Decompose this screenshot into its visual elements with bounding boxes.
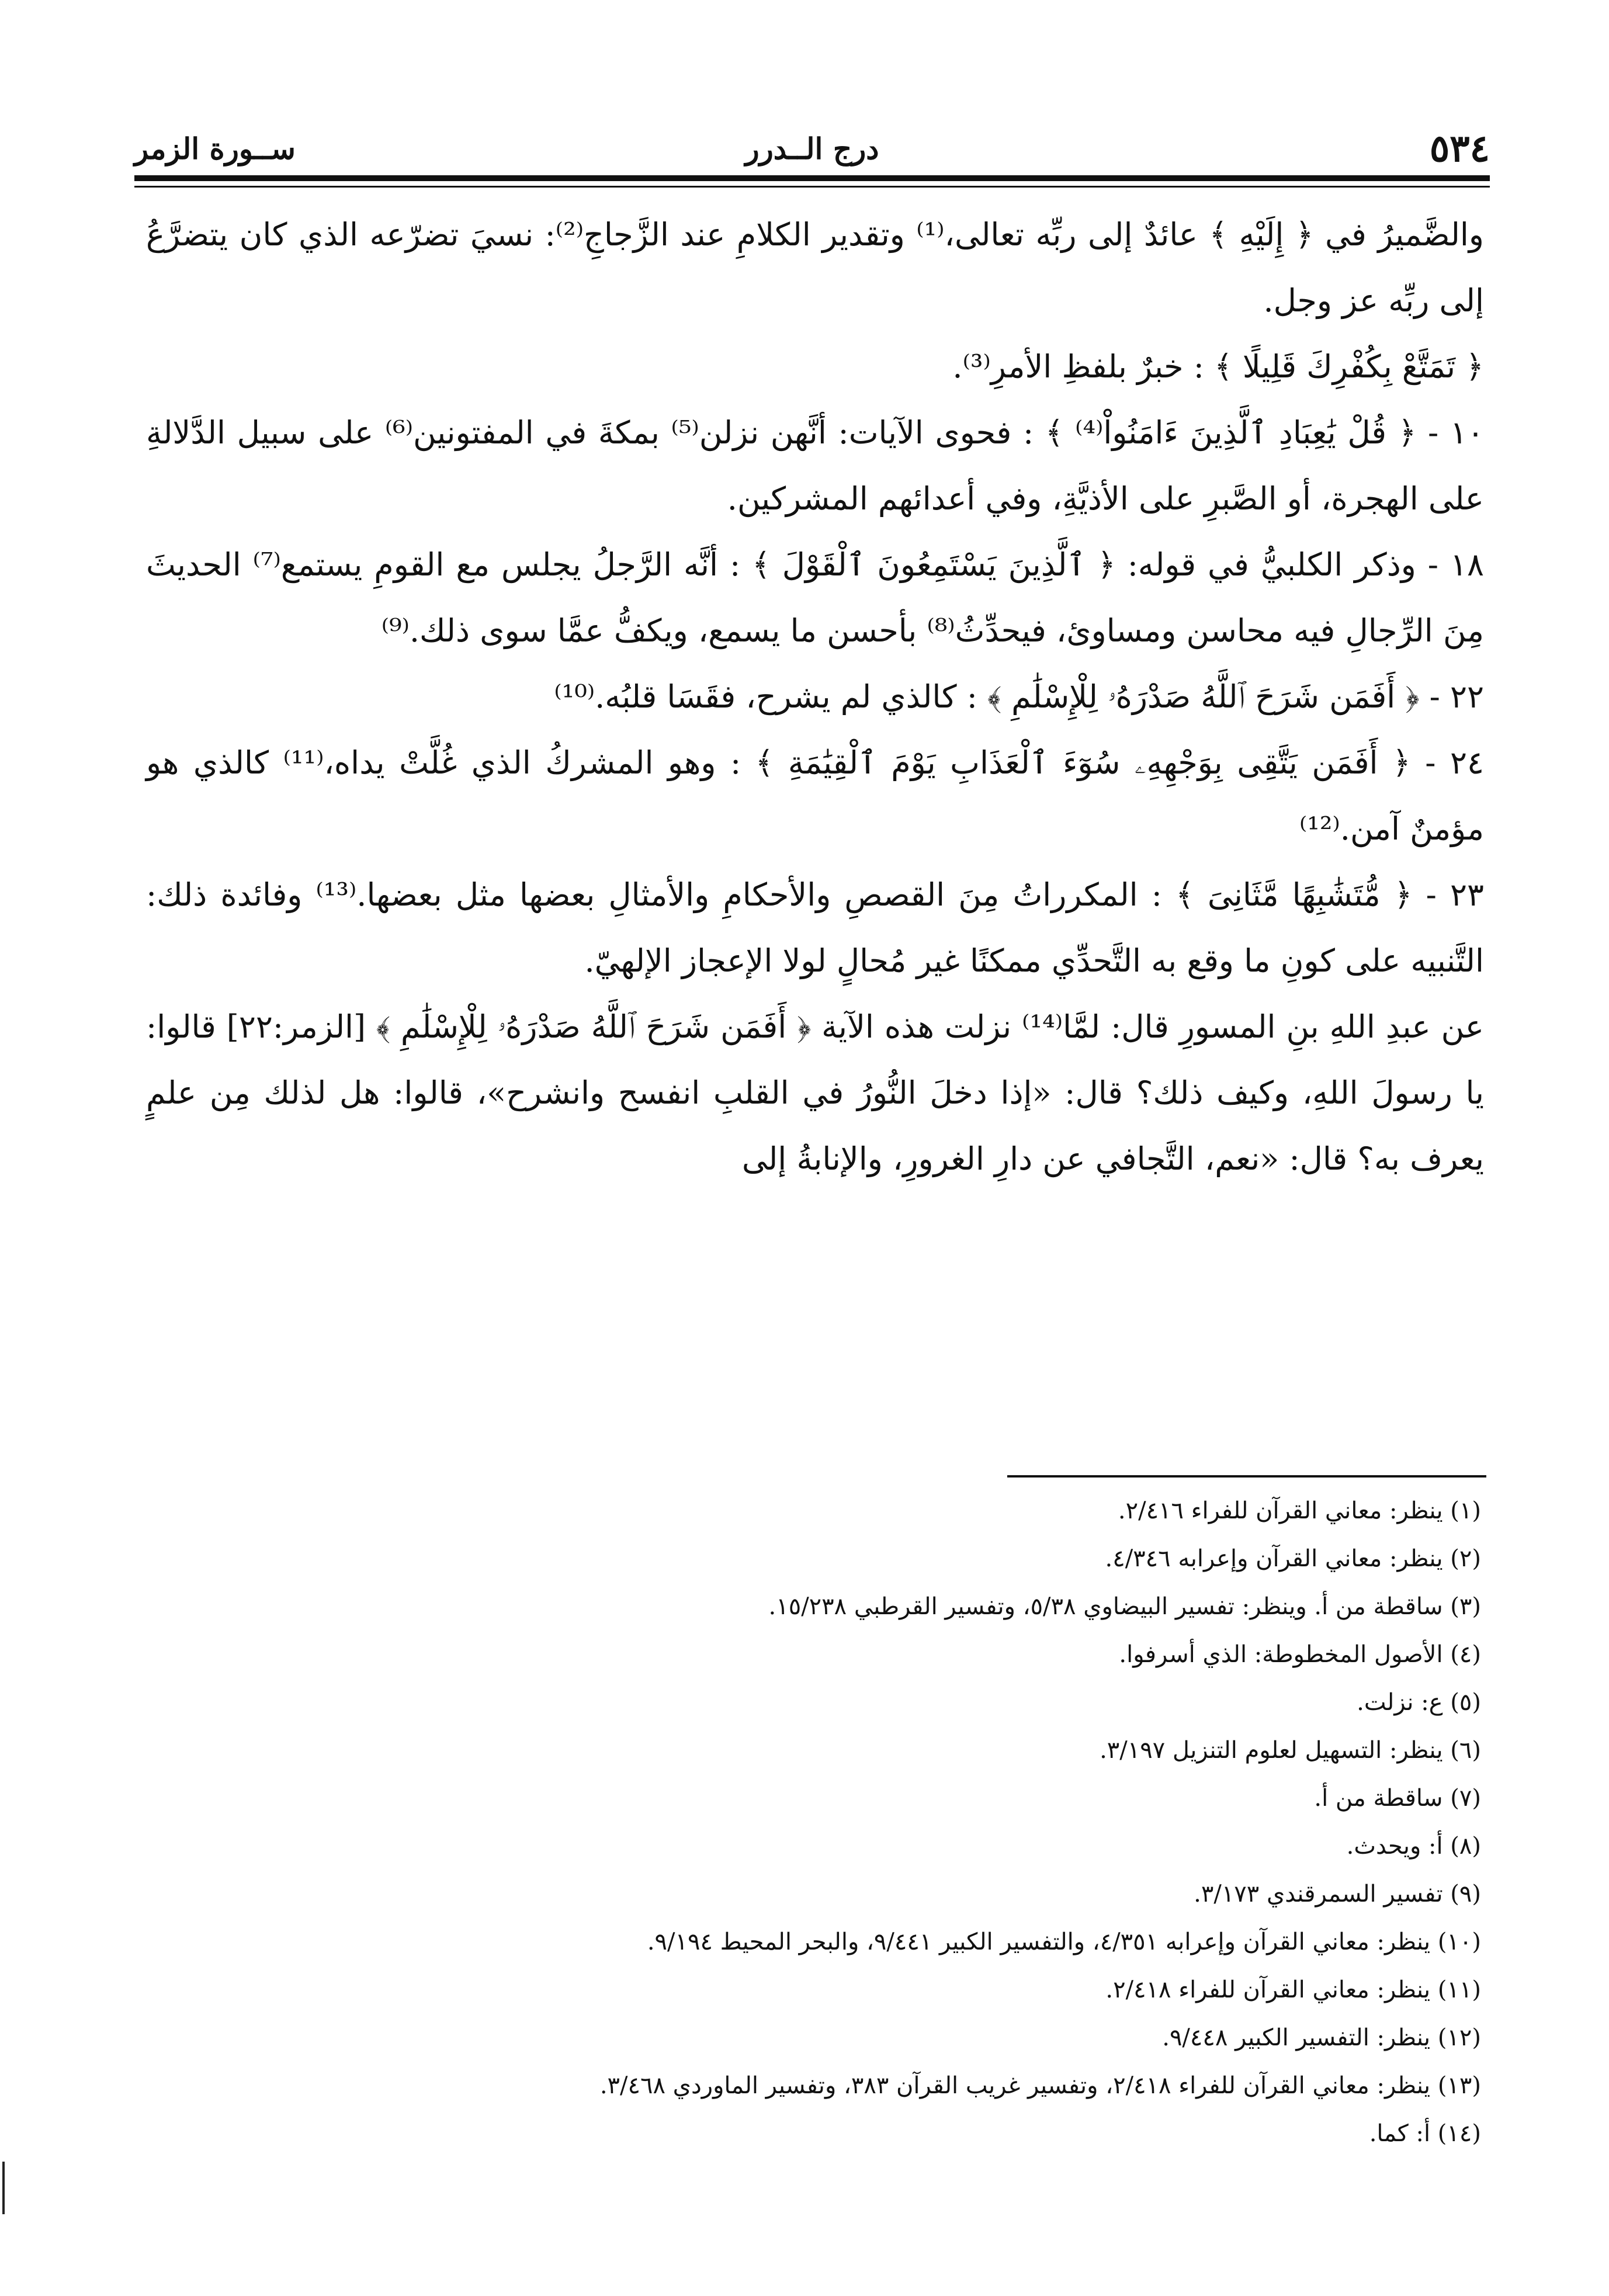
footnote: (١٣) ينظر: معاني القرآن للفراء ٢/٤١٨، وتفسير غريب القرآن ٣٨٣، وتفسير الماوردي ٣/٤٦٨. [599,2072,1481,2099]
page-number: ٥٣٤ [1429,127,1490,171]
paragraph: ١٨ - وذكر الكلبيُّ في قوله: ﴿ ٱلَّذِينَ يَسْتَمِعُونَ ٱلْقَوْلَ ﴾ : أنَّه الرَّجلُ يجلس مع القومِ يستمع⁽⁷⁾ الحديثَ مِنَ الرِّجالِ فيه محاسن ومساوئ، فيحدِّثُ⁽⁸⁾ بأحسن ما يسمع، ويكفُّ عمَّا سوى ذلك.⁽⁹⁾ [146,546,1485,649]
paragraph: ﴿ تَمَتَّعْ بِكُفْرِكَ قَلِيلًا ﴾ : خبرٌ بلفظِ الأمرِ⁽³⁾. [952,348,1484,385]
footnote: (٦) ينظر: التسهيل لعلوم التنزيل ٣/١٩٧. [1100,1737,1481,1764]
footnote: (١٤) أ: كما. [1369,2120,1481,2147]
footnote: (١) ينظر: معاني القرآن للفراء ٢/٤١٦. [1118,1497,1481,1524]
footnote-separator [1007,1475,1486,1478]
footnotes [146,1487,1481,2158]
footnote: (٨) أ: ويحدث. [1346,1833,1481,1860]
footnote: (٧) ساقطة من أ. [1314,1785,1481,1812]
footnote: (١٢) ينظر: التفسير الكبير ٩/٤٤٨. [1162,2024,1481,2051]
paragraph: ٢٤ - ﴿ أَفَمَن يَتَّقِى بِوَجْهِهِۦ سُوٓءَ ٱلْعَذَابِ يَوْمَ ٱلْقِيَٰمَةِ ﴾ : وهو المشركُ الذي غُلَّتْ يداه،⁽¹¹⁾ كالذي هو مؤمنٌ آمن.⁽¹²⁾ [146,744,1484,847]
book-title: درج الــدرر [745,131,879,166]
paragraph: عن عبدِ اللهِ بنِ المسورِ قال: لمَّا⁽¹⁴⁾ نزلت هذه الآية ﴿ أَفَمَن شَرَحَ ٱللَّهُ صَدْرَهُۥ لِلْإِسْلَٰمِ ﴾ [الزمر:٢٢] قالوا: يا رسولَ اللهِ، وكيف ذلك؟ قال: «إذا دخلَ النُّورُ في القلبِ انفسح وانشرح»، قالوا: هل لذلك مِن علمٍ يعرف به؟ قال: «نعم، التَّجافي عن دارِ الغرورِ، والإنابةُ إلى [146,1008,1484,1177]
paragraph: ٢٣ - ﴿ مُّتَشَٰبِهًا مَّثَانِىَ ﴾ : المكرراتُ مِنَ القصصِ والأحكامِ والأمثالِ بعضها مثل بعضها.⁽¹³⁾ وفائدة ذلك: التَّنبيه على كونِ ما وقع به التَّحدِّي ممكنًا غير مُحالٍ لولا الإعجاز الإلهيّ. [146,876,1484,979]
footnote: (٩) تفسير السمرقندي ٣/١٧٣. [1194,1881,1481,1907]
footnote: (١١) ينظر: معاني القرآن للفراء ٢/٤١٨. [1105,1976,1481,2003]
footnote: (١٠) ينظر: معاني القرآن وإعرابه ٤/٣٥١، والتفسير الكبير ٩/٤٤١، والبحر المحيط ٩/١٩٤. [647,1929,1481,1955]
header-rule-thin [134,186,1490,188]
paragraph: والضَّميرُ في ﴿ إِلَيْهِ ﴾ عائدٌ إلى ربِّه تعالى،⁽¹⁾ وتقدير الكلامِ عند الزَّجاجِ⁽²⁾: نسيَ تضرّعه الذي كان يتضرَّعُ إلى ربِّه عز وجل. [146,216,1485,319]
footnote: (٣) ساقطة من أ. وينظر: تفسير البيضاوي ٥/٣٨، وتفسير القرطبي ١٥/٢٣٨. [768,1593,1481,1620]
paragraph: ١٠ - ﴿ قُلْ يَٰعِبَادِ ٱلَّذِينَ ءَامَنُواْ⁽⁴⁾ ﴾ : فحوى الآيات: أنَّهن نزلن⁽⁵⁾ بمكةَ في المفتونين⁽⁶⁾ على سبيل الدَّلالةِ على الهجرة، أو الصَّبرِ على الأذيَّةِ، وفي أعدائهم المشركين. [146,414,1484,517]
paragraph: ٢٢ - ﴿ أَفَمَن شَرَحَ ٱللَّهُ صَدْرَهُۥ لِلْإِسْلَٰمِ ﴾ : كالذي لم يشرح، فقَسَا قلبُه.⁽¹⁰⁾ [554,678,1484,715]
page-header [134,126,1490,172]
surah-name: ســورة الزمر [134,131,296,166]
main-text [146,202,1484,1192]
footnote: (٥) ع: نزلت. [1357,1689,1481,1716]
header-rule-thick [134,175,1490,181]
scan-edge-mark [2,2162,5,2214]
footnote: (٢) ينظر: معاني القرآن وإعرابه ٤/٣٤٦. [1105,1545,1481,1572]
footnote: (٤) الأصول المخطوطة: الذي أسرفوا. [1119,1641,1481,1668]
